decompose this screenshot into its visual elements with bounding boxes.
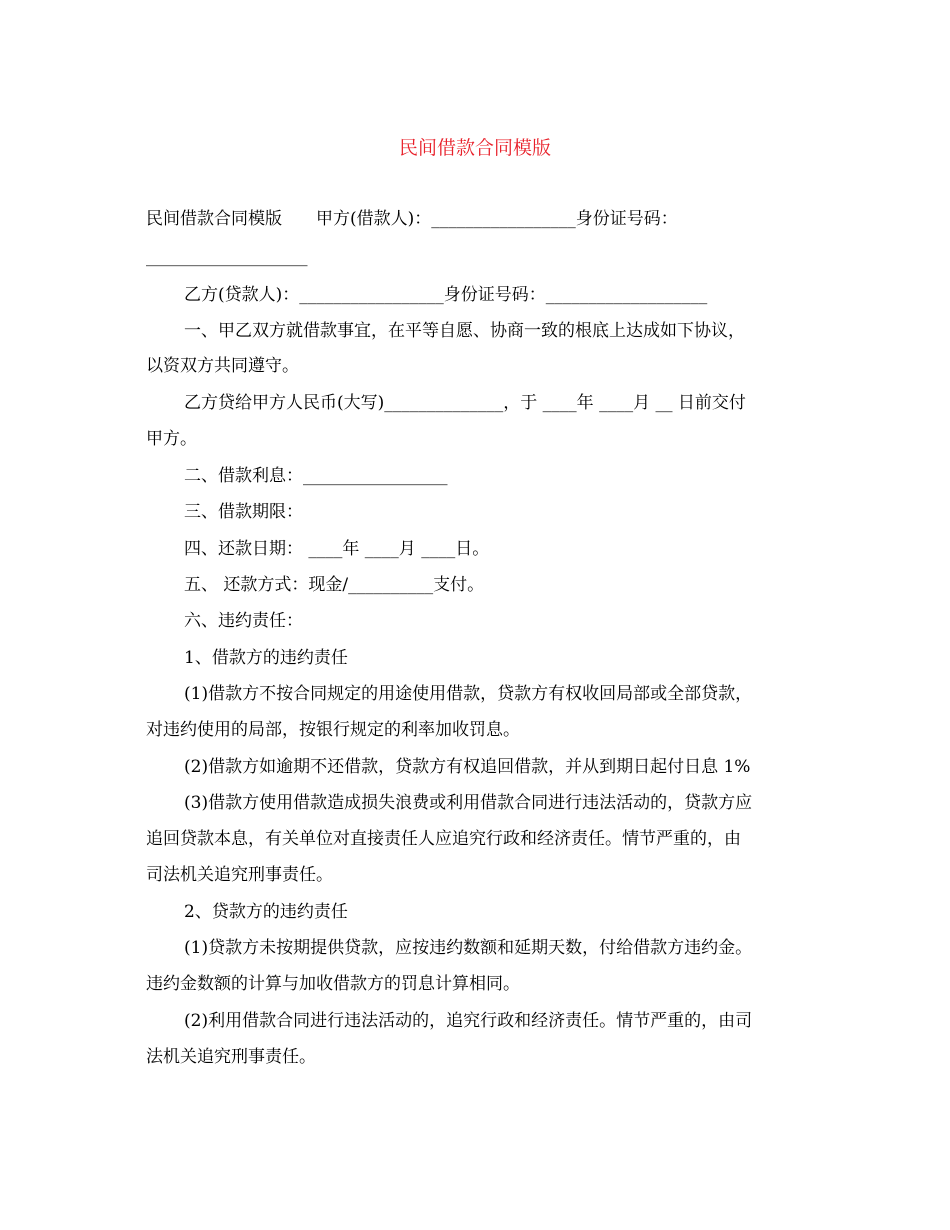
party-b-line: 乙方(贷款人)：_________________身份证号码：___________________	[184, 285, 708, 305]
lender-liability-heading: 2、贷款方的违约责任	[184, 902, 348, 922]
document-title: 民间借款合同模版	[398, 137, 551, 159]
borrower-item-1-line-2: 对违约使用的局部，按银行规定的利率加收罚息。	[146, 720, 520, 740]
clause-6-heading: 六、违约责任：	[184, 611, 303, 631]
clause-2-interest: 二、借款利息：_________________	[184, 466, 448, 486]
lender-item-1-line-2: 违约金数额的计算与加收借款方的罚息计算相同。	[146, 974, 520, 994]
loan-amount-line-2: 甲方。	[146, 429, 197, 449]
party-a-line: 民间借款合同模版 甲方(借款人)：_________________身份证号码：	[146, 209, 678, 229]
borrower-item-3-line-2: 追回贷款本息，有关单位对直接责任人应追究行政和经济责任。情节严重的，由	[146, 829, 741, 849]
party-a-id-blank: ___________________	[146, 247, 308, 267]
borrower-item-2: (2)借款方如逾期不还借款，贷款方有权追回借款，并从到期日起付日息 1%	[184, 757, 751, 777]
clause-1-line-1: 一、甲乙双方就借款事宜，在平等自愿、协商一致的根底上达成如下协议，	[184, 321, 745, 341]
borrower-item-1-line-1: (1)借款方不按合同规定的用途使用借款，贷款方有权收回局部或全部贷款，	[184, 684, 753, 704]
clause-5-repayment-method: 五、 还款方式：现金/__________支付。	[184, 575, 485, 595]
borrower-item-3-line-1: (3)借款方使用借款造成损失浪费或利用借款合同进行违法活动的，贷款方应	[184, 793, 753, 813]
lender-item-1-line-1: (1)贷款方未按期提供贷款，应按违约数额和延期天数，付给借款方违约金。	[184, 938, 753, 958]
clause-3-term: 三、借款期限：	[184, 502, 303, 522]
borrower-liability-heading: 1、借款方的违约责任	[184, 648, 348, 668]
lender-item-2-line-2: 法机关追究刑事责任。	[146, 1047, 316, 1067]
clause-4-repayment-date: 四、还款日期： ____年 ____月 ____日。	[184, 539, 490, 559]
borrower-item-3-line-3: 司法机关追究刑事责任。	[146, 865, 333, 885]
loan-amount-line-1: 乙方贷给甲方人民币(大写)______________，于 ____年 ____月 __ 日前交付	[184, 393, 746, 413]
lender-item-2-line-1: (2)利用借款合同进行违法活动的，追究行政和经济责任。情节严重的，由司	[184, 1011, 753, 1031]
clause-1-line-2: 以资双方共同遵守。	[146, 356, 299, 376]
